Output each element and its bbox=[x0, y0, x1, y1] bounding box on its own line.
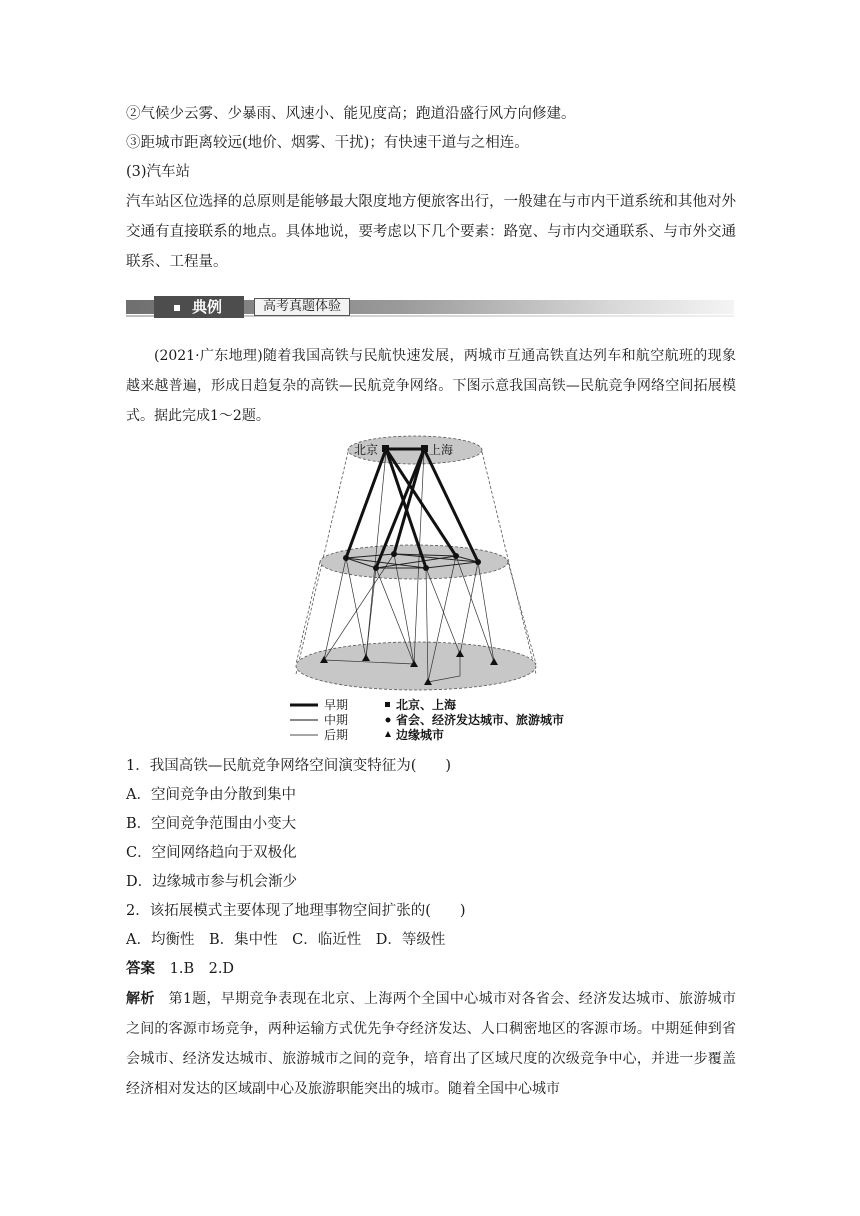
beijing-label: 北京 bbox=[354, 443, 379, 457]
legend-square-icon bbox=[385, 702, 390, 707]
question-1-option-b: B．空间竞争范围由小变大 bbox=[126, 816, 297, 832]
question-1-stem: 1．我国高铁—民航竞争网络空间演变特征为( ) bbox=[126, 758, 452, 774]
question-1-option-a: A．空间竞争由分散到集中 bbox=[126, 787, 296, 803]
explanation-text: 第1题，早期竞争表现在北京、上海两个全国中心城市对各省会、经济发达城市、旅游城市之间的客源市场竞争，两种运输方式优先争夺经济发达、人口稠密地区的客源市场。中期延伸到省会城市、经济发达城市、旅游城市之间的竞争，培育出了区域尺度的次级竞争中心，并进一步覆盖经济相对发达的区域副中心及旅游职能突出的城市。随着全国中心城市 bbox=[126, 991, 737, 1097]
section-banner bbox=[126, 296, 734, 320]
case-paragraph: (2021·广东地理)随着我国高铁与民航快速发展，两城市互通高铁直达列车和航空航班的现象越来越普遍，形成日趋复杂的高铁—民航竞争网络。下图示意我国高铁—民航竞争网络空间拓展模式。据此完成1～2题。 bbox=[126, 348, 736, 424]
bus-station-paragraph: 汽车站区位选择的总原则是能够最大限度地方便旅客出行，一般建在与市内干道系统和其他对外交通有直接联系的地点。具体地说，要考虑以下几个要素：路宽、与市内交通联系、与市外交通联系、工程量。 bbox=[126, 194, 736, 270]
intro-line-1: ②气候少云雾、少暴雨、风速小、能见度高；跑道沿盛行风方向修建。 bbox=[126, 106, 576, 122]
figure-legend bbox=[290, 697, 564, 742]
question-1-option-d: D．边缘城市参与机会渐少 bbox=[126, 874, 298, 890]
shanghai-square-icon bbox=[421, 445, 428, 452]
shanghai-label: 上海 bbox=[429, 443, 454, 457]
legend-late: 后期 bbox=[324, 728, 349, 742]
question-2-options: A．均衡性 B．集中性 C．临近性 D．等级性 bbox=[126, 932, 446, 948]
legend-mid: 中期 bbox=[324, 713, 349, 727]
question-2-stem: 2．该拓展模式主要体现了地理事物空间扩张的( ) bbox=[126, 903, 466, 919]
legend-early: 早期 bbox=[324, 698, 349, 712]
legend-provincial-cities: 省会、经济发达城市、旅游城市 bbox=[396, 713, 565, 727]
legend-beijing-shanghai: 北京、上海 bbox=[396, 698, 457, 712]
banner-title: 典例 bbox=[192, 298, 223, 316]
legend-triangle-icon bbox=[385, 731, 391, 737]
legend-dot-icon bbox=[386, 718, 391, 723]
beijing-square-icon bbox=[382, 445, 389, 452]
answer-line bbox=[126, 959, 234, 979]
subheading-bus-station: (3)汽车站 bbox=[126, 164, 191, 180]
answer-text: 1.B 2.D bbox=[169, 961, 235, 977]
answer-label: 答案 bbox=[126, 961, 155, 977]
banner-square-icon bbox=[174, 305, 180, 311]
explanation-label: 解析 bbox=[126, 991, 155, 1007]
intro-line-2: ③距城市距离较远(地价、烟雾、干扰)；有快速干道与之相连。 bbox=[126, 135, 529, 151]
legend-edge-cities: 边缘城市 bbox=[396, 728, 445, 742]
banner-subtitle: 高考真题体验 bbox=[254, 298, 350, 316]
explanation-paragraph bbox=[126, 984, 736, 1104]
network-figure bbox=[290, 432, 590, 748]
question-1-option-c: C．空间网络趋向于双极化 bbox=[126, 845, 297, 861]
